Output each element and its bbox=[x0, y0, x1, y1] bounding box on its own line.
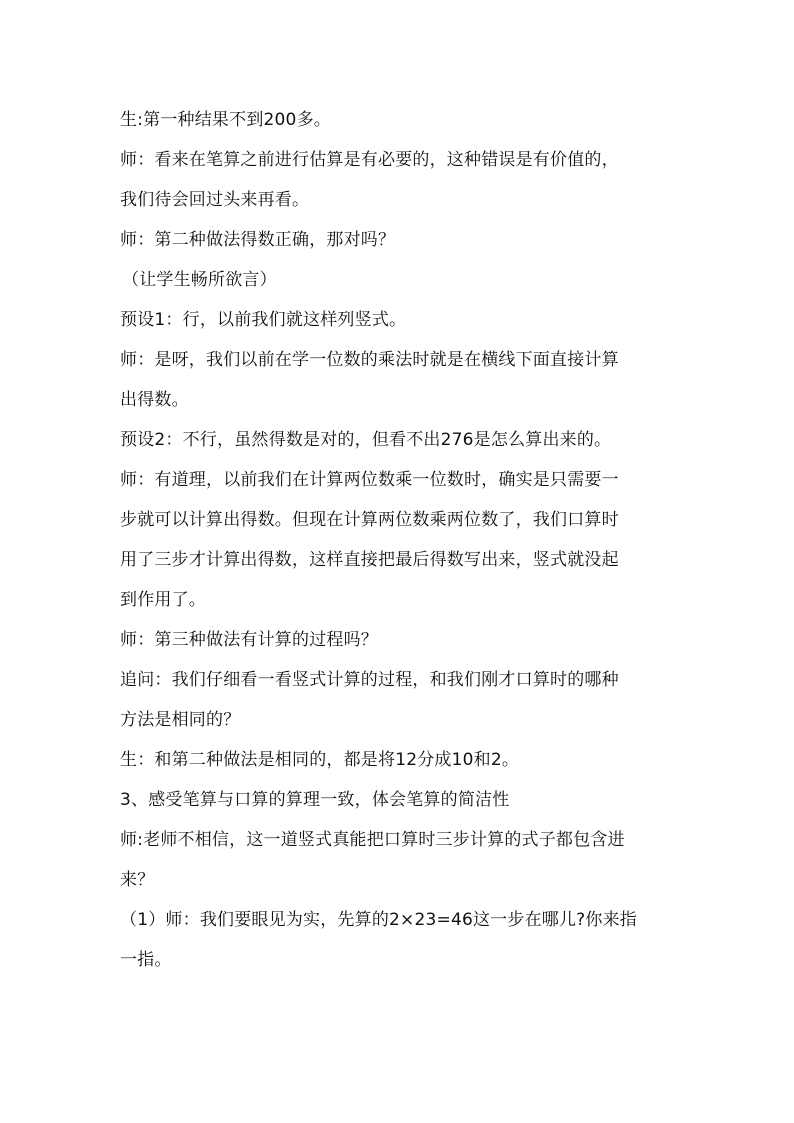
text-line: 师：第二种做法得数正确，那对吗？ bbox=[120, 230, 396, 250]
text-line: 师：是呀，我们以前在学一位数的乘法时就是在横线下面直接计算 bbox=[120, 350, 619, 370]
text-line: 师:老师不相信，这一道竖式真能把口算时三步计算的式子都包含进 bbox=[120, 830, 625, 850]
text-line: 方法是相同的？ bbox=[120, 710, 241, 730]
text-line: 来？ bbox=[120, 870, 155, 890]
text-line: （1）师：我们要眼见为实，先算的2×23=46这一步在哪儿?你来指 bbox=[120, 910, 638, 930]
text-line: 预设1：行，以前我们就这样列竖式。 bbox=[120, 310, 407, 330]
document-body bbox=[120, 100, 680, 980]
text-line: 用了三步才计算出得数，这样直接把最后得数写出来，竖式就没起 bbox=[120, 550, 619, 570]
text-line: 师：看来在笔算之前进行估算是有必要的，这种错误是有价值的， bbox=[120, 150, 619, 170]
text-line: 我们待会回过头来再看。 bbox=[120, 190, 310, 210]
text-line: 步就可以计算出得数。但现在计算两位数乘两位数了，我们口算时 bbox=[120, 510, 619, 530]
text-line: （让学生畅所欲言） bbox=[122, 270, 277, 290]
text-line: 预设2：不行，虽然得数是对的，但看不出276是怎么算出来的。 bbox=[120, 430, 612, 450]
text-line: 生：和第二种做法是相同的，都是将12分成10和2。 bbox=[120, 750, 520, 770]
text-line: 生:第一种结果不到200多。 bbox=[120, 110, 331, 130]
text-line: 出得数。 bbox=[120, 390, 189, 410]
text-line: 追问：我们仔细看一看竖式计算的过程，和我们刚才口算时的哪种 bbox=[120, 670, 619, 690]
text-line: 一指。 bbox=[120, 950, 172, 970]
text-line: 到作用了。 bbox=[120, 590, 206, 610]
text-line: 师：第三种做法有计算的过程吗？ bbox=[120, 630, 378, 650]
text-line: 师：有道理，以前我们在计算两位数乘一位数时，确实是只需要一 bbox=[120, 470, 619, 490]
section-heading: 3、感受笔算与口算的算理一致，体会笔算的简洁性 bbox=[120, 790, 510, 810]
